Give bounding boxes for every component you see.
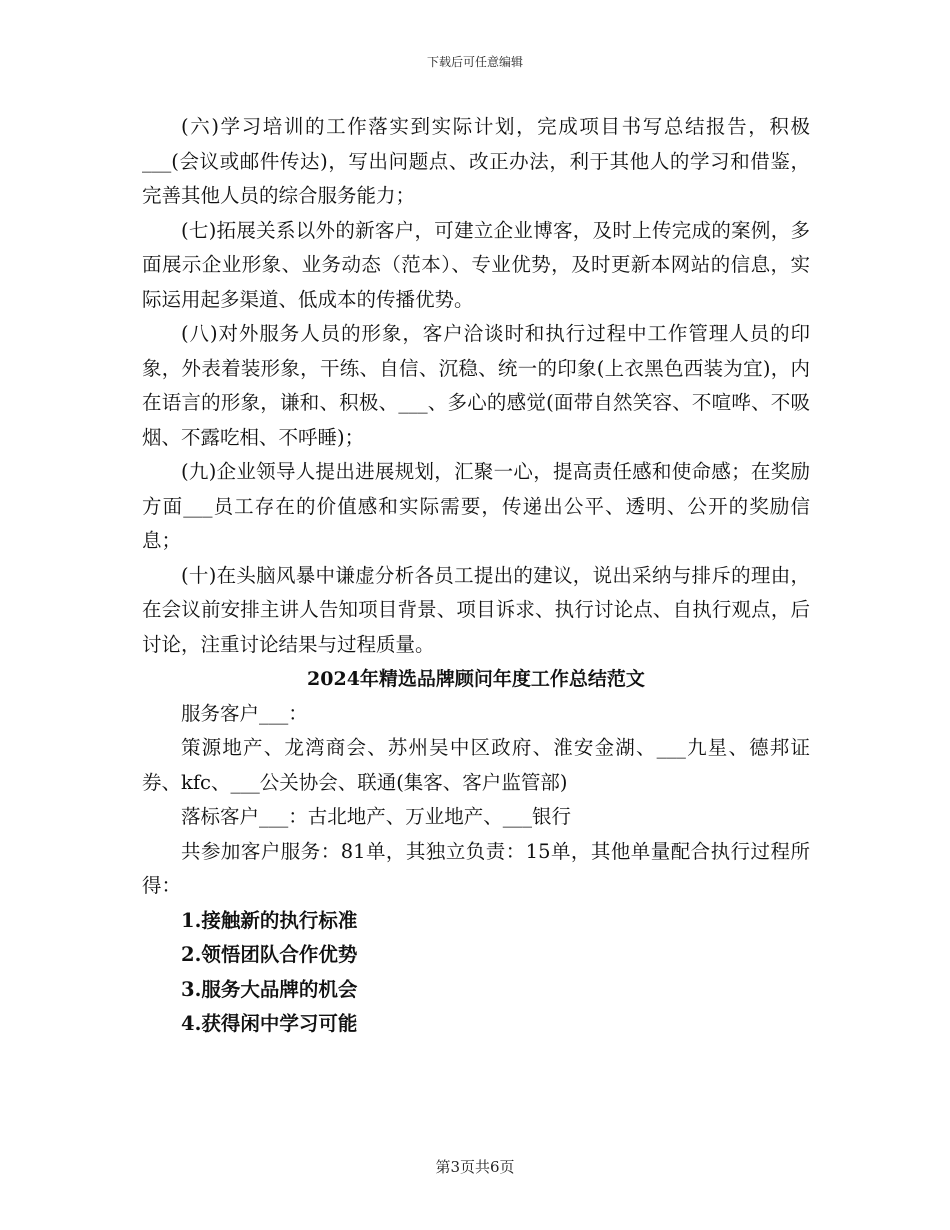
paragraph-6: (六)学习培训的工作落实到实际计划，完成项目书写总结报告，积极___(会议或邮件传达)，写出问题点、改正办法，利于其他人的学习和借鉴，完善其他人员的综合服务能力； bbox=[142, 115, 810, 207]
gain-item-2: 2.领悟团队合作优势 bbox=[181, 943, 358, 966]
page-footer: 第3页共6页 bbox=[435, 1158, 515, 1176]
section-title: 2024年精选品牌顾问年度工作总结范文 bbox=[307, 668, 645, 690]
document-body bbox=[142, 110, 810, 1042]
gain-item-4: 4.获得闲中学习可能 bbox=[181, 1012, 358, 1035]
clients-list: 策源地产、龙湾商会、苏州吴中区政府、淮安金湖、___九星、德邦证券、kfc、___公关协会、联通(集客、客户监管部) bbox=[142, 736, 810, 794]
gain-item-3: 3.服务大品牌的机会 bbox=[181, 977, 358, 1001]
clients-label: 服务客户___： bbox=[181, 701, 308, 725]
gain-item-1: 1.接触新的执行标准 bbox=[181, 908, 358, 932]
paragraph-9: (九)企业领导人提出进展规划，汇聚一心，提高责任感和使命感；在奖励方面___员工存在的价值感和实际需要，传递出公平、透明、公开的奖励信息； bbox=[142, 460, 810, 552]
page-header: 下载后可任意编辑 bbox=[426, 55, 523, 69]
paragraph-7: (七)拓展关系以外的新客户，可建立企业博客，及时上传完成的案例，多面展示企业形象、业务动态（范本）、专业优势，及时更新本网站的信息，实际运用起多渠道、低成本的传播优势。 bbox=[142, 218, 810, 311]
paragraph-8: (八)对外服务人员的形象，客户洽谈时和执行过程中工作管理人员的印象，外表着装形象，干练、自信、沉稳、统一的印象(上衣黑色西装为宜)，内在语言的形象，谦和、积极、___、多心的感觉(面带自然笑容、不喧哗、不吸烟、不露吃相、不呼睡)； bbox=[142, 322, 810, 449]
service-stats: 共参加客户服务：81单，其独立负责：15单，其他单量配合执行过程所得： bbox=[142, 839, 810, 897]
paragraph-10: (十)在头脑风暴中谦虚分析各员工提出的建议，说出采纳与排斥的理由，在会议前安排主讲人告知项目背景、项目诉求、执行讨论点、自执行观点，后讨论，注重讨论结果与过程质量。 bbox=[142, 563, 810, 656]
lost-clients: 落标客户___：古北地产、万业地产、___银行 bbox=[181, 805, 572, 828]
